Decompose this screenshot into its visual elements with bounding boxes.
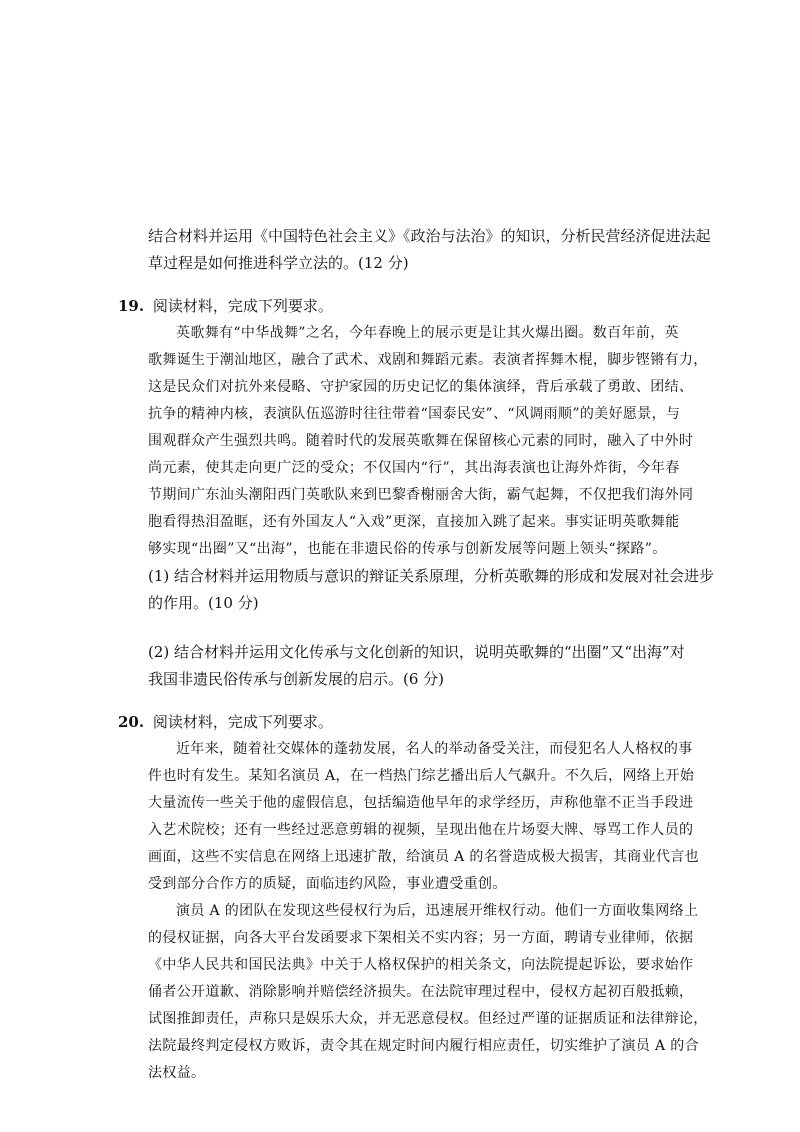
- q20-header: [118, 712, 333, 732]
- q19-sub2-line-2: 我国非遗民俗传承与创新发展的启示。(6 分): [148, 670, 445, 688]
- q20-material-line: 大量流传一些关于他的虚假信息，包括编造他早年的求学经历，声称他靠不正当手段进: [148, 795, 694, 811]
- q19-prompt: 阅读材料，完成下列要求。: [152, 297, 333, 315]
- q19-material-line: 节期间广东汕头潮阳西门英歌队来到巴黎香榭丽舍大街，霸气起舞，不仅把我们海外同: [148, 487, 694, 503]
- q20-number: 20.: [118, 713, 145, 731]
- q20-material-line: 俑者公开道歉、消除影响并赔偿经济损失。在法院审理过程中，侵权方起初百般抵赖，: [148, 984, 694, 1000]
- q20-material-line: 法院最终判定侵权方败诉，责令其在规定时间内履行相应责任，切实维护了演员 A 的合: [148, 1038, 700, 1054]
- q19-sub1-line-1: (1) 结合材料并运用物质与意识的辩证关系原理，分析英歌舞的形成和发展对社会进步: [148, 567, 715, 585]
- q19-sub1-line-2: 的作用。(10 分): [148, 594, 259, 612]
- q19-material-line: 尚元素，使其走向更广泛的受众；不仅国内“行”，其出海表演也让海外炸街，今年春: [148, 460, 680, 476]
- q20-material-line: 近年来，随着社交媒体的蓬勃发展，名人的举动备受关注，而侵犯名人人格权的事: [176, 741, 693, 757]
- q20-material-line: 画面，这些不实信息在网络上迅速扩散，给演员 A 的名誉造成极大损害，其商业代言也: [148, 849, 700, 865]
- q19-material-line: 抗争的精神内核，表演队伍巡游时往往带着“国泰民安”、“风调雨顺”的美好愿景，与: [148, 406, 681, 422]
- q19-number: 19.: [118, 297, 145, 315]
- q18-line-1: 结合材料并运用《中国特色社会主义》《政治与法治》的知识，分析民营经济促进法起: [148, 227, 711, 245]
- q19-material-line: 围观群众产生强烈共鸣。随着时代的发展英歌舞在保留核心元素的同时，融入了中外时: [148, 433, 694, 449]
- q19-material-line: 歌舞诞生于潮汕地区，融合了武术、戏剧和舞蹈元素。表演者挥舞木棍，脚步铿锵有力，: [148, 352, 708, 368]
- q19-material-line: 这是民众们对抗外来侵略、守护家园的历史记忆的集体演绎，背后承载了勇敢、团结、: [148, 379, 694, 395]
- q19-material-line: 胞看得热泪盈眶，还有外国友人“入戏”更深，直接加入跳了起来。事实证明英歌舞能: [148, 514, 680, 530]
- q20-material-line: 《中华人民共和国民法典》中关于人格权保护的相关条文，向法院提起诉讼，要求始作: [148, 957, 694, 973]
- q18-line-2: 草过程是如何推进科学立法的。(12 分): [148, 254, 409, 272]
- q20-material-line: 法权益。: [148, 1065, 206, 1081]
- q20-material-line: 入艺术院校；还有一些经过恶意剪辑的视频，呈现出他在片场耍大牌、辱骂工作人员的: [148, 822, 694, 838]
- q19-material-line: 英歌舞有“中华战舞”之名，今年春晚上的展示更是让其火爆出圈。数百年前，英: [176, 325, 679, 341]
- q20-material-line: 试图推卸责任，声称只是娱乐大众，并无恶意侵权。但经过严谨的证据质证和法律辩论，: [148, 1011, 708, 1027]
- q19-header: [118, 296, 333, 316]
- q20-prompt: 阅读材料，完成下列要求。: [152, 713, 333, 731]
- q20-material-line: 受到部分合作方的质疑，面临违约风险，事业遭受重创。: [148, 876, 507, 892]
- q20-material-line: 的侵权证据，向各大平台发函要求下架相关不实内容；另一方面，聘请专业律师，依据: [148, 930, 694, 946]
- q19-material-line: 够实现“出圈”又“出海”，也能在非遗民俗的传承与创新发展等问题上领头“探路”。: [148, 541, 667, 557]
- q20-material-line: 演员 A 的团队在发现这些侵权行为后，迅速展开维权行动。他们一方面收集网络上: [176, 903, 699, 919]
- q19-sub2-line-1: (2) 结合材料并运用文化传承与文化创新的知识，说明英歌舞的“出圈”又“出海”对: [148, 643, 685, 661]
- q20-material-line: 件也时有发生。某知名演员 A，在一档热门综艺播出后人气飙升。不久后，网络上开始: [148, 768, 695, 784]
